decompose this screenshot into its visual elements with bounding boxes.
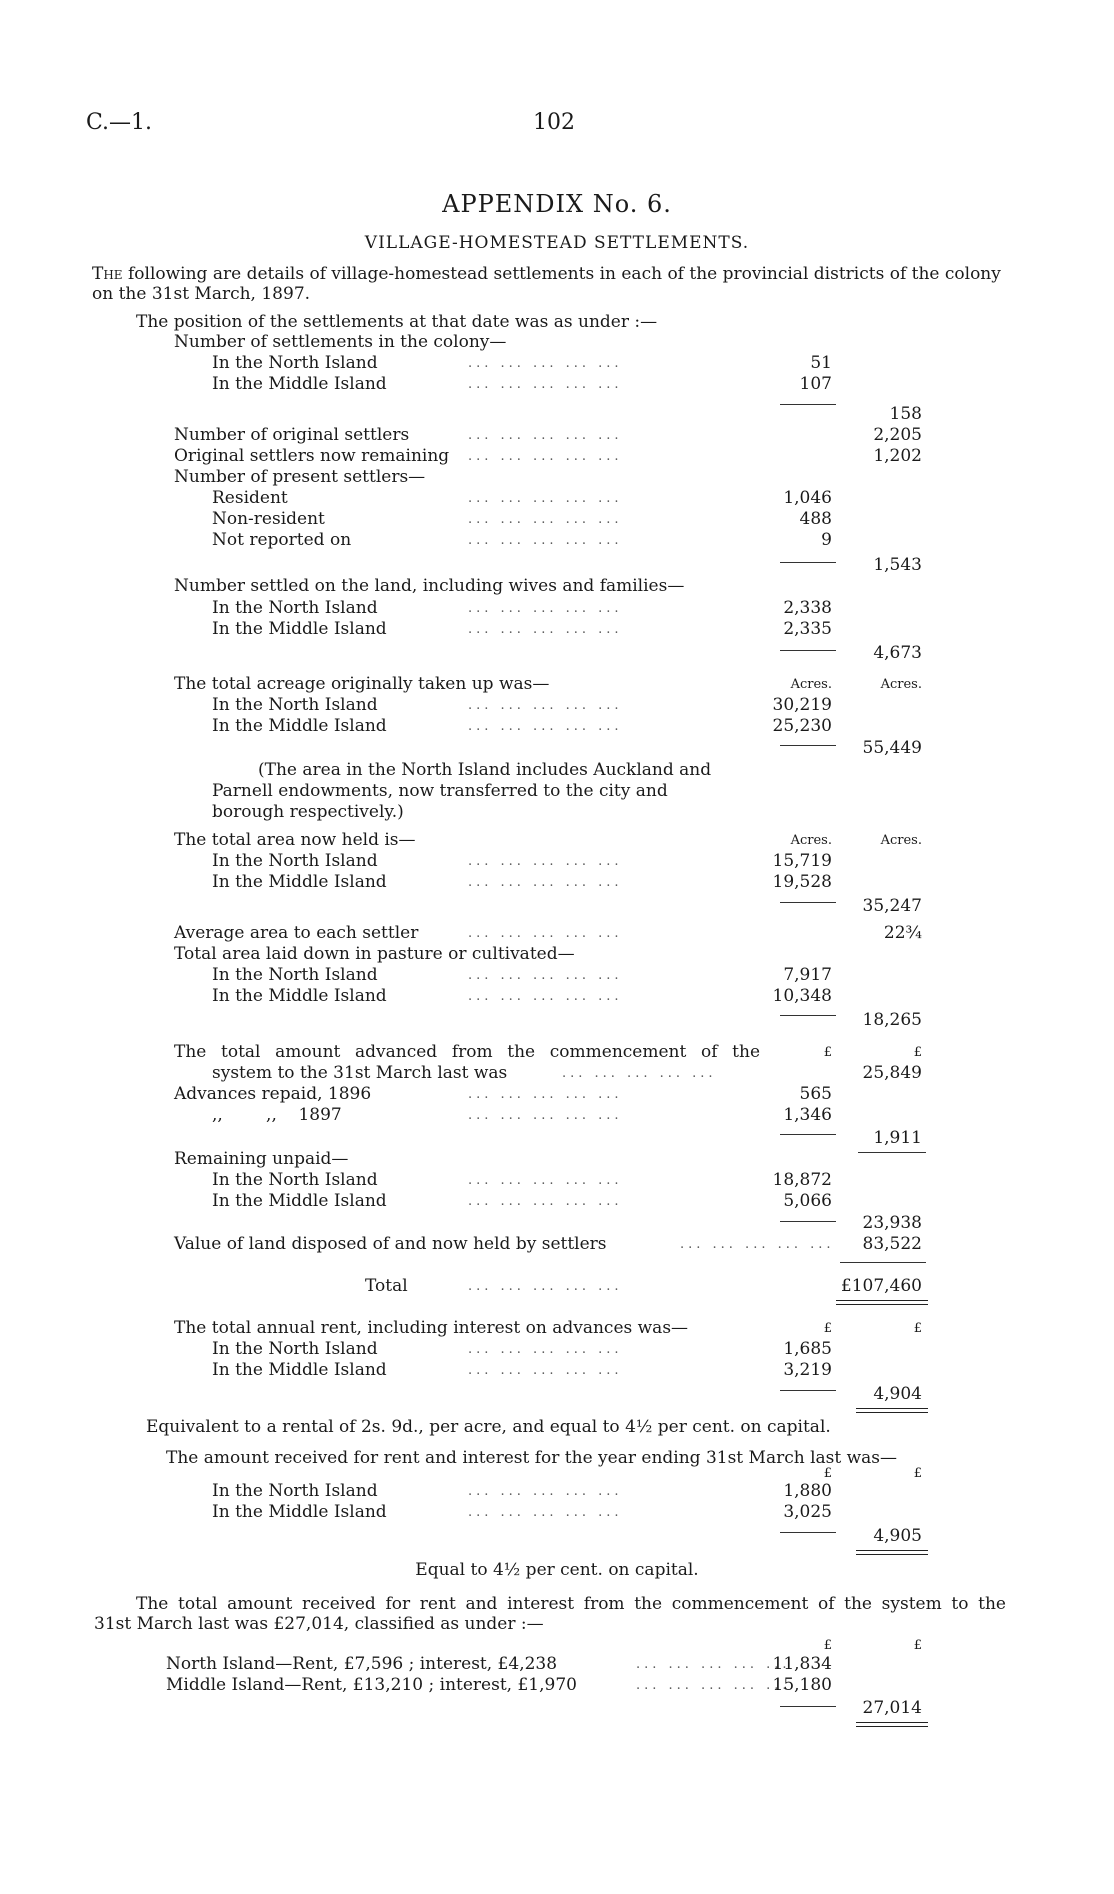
present-settlers-total-row bbox=[0, 555, 1114, 576]
row-heading: The total area now held is— bbox=[174, 830, 416, 850]
leader-dots: ... ... ... ... ... bbox=[468, 622, 623, 637]
row-label: Middle Island—Rent, £13,210 ; interest, £1,970 bbox=[166, 1675, 577, 1695]
leader-dots: ... ... ... ... ... bbox=[468, 449, 623, 464]
row-label: In the North Island bbox=[212, 353, 378, 373]
grand-total-row bbox=[0, 1276, 1114, 1297]
received-total-total-value: 27,014 bbox=[862, 1698, 922, 1718]
repaid-1897-value: 1,346 bbox=[783, 1105, 832, 1125]
intro-lead-word: The bbox=[92, 264, 123, 284]
notreported-row bbox=[0, 530, 1114, 551]
original-settlers-row bbox=[0, 425, 1114, 446]
row-label: Total bbox=[365, 1276, 408, 1296]
settled-total-row bbox=[0, 643, 1114, 664]
row-label: In the Middle Island bbox=[212, 374, 387, 394]
row-label: In the Middle Island bbox=[212, 872, 387, 892]
section-reference: C.—1. bbox=[86, 110, 153, 135]
received-year-middle-value: 3,025 bbox=[783, 1502, 832, 1522]
received-total-north-value: 11,834 bbox=[772, 1654, 832, 1674]
intro-text: following are details of village-homestead settlements in each of the provincial districts of the colony on the 31st March, 1897. bbox=[92, 264, 1001, 304]
grand-total-value: £107,460 bbox=[840, 1276, 922, 1296]
received-total-north-row bbox=[0, 1654, 1114, 1675]
unit-header: £ bbox=[913, 1321, 922, 1336]
area-held-north-row bbox=[0, 851, 1114, 872]
row-label: Not reported on bbox=[212, 530, 352, 550]
leader-dots: ... ... ... ... ... bbox=[468, 377, 623, 392]
leader-dots: ... ... ... ... ... bbox=[468, 719, 623, 734]
received-year-north-row bbox=[0, 1481, 1114, 1502]
row-heading: The total annual rent, including interest on advances was— bbox=[174, 1318, 689, 1338]
pasture-middle-value: 10,348 bbox=[772, 986, 832, 1006]
double-rule bbox=[836, 1300, 928, 1305]
row-label: In the Middle Island bbox=[212, 986, 387, 1006]
unpaid-heading-row bbox=[0, 1149, 1114, 1170]
repaid-1896-row bbox=[0, 1084, 1114, 1105]
row-label: In the North Island bbox=[212, 1170, 378, 1190]
row-heading: Number of present settlers— bbox=[174, 467, 426, 487]
leader-dots: ... ... ... ... ... bbox=[636, 1657, 791, 1672]
row-label: In the North Island bbox=[212, 851, 378, 871]
remaining-settlers-value: 1,202 bbox=[873, 446, 922, 466]
settled-north-row bbox=[0, 598, 1114, 619]
unit-header: £ bbox=[823, 1466, 832, 1481]
row-label: North Island—Rent, £7,596 ; interest, £4,238 bbox=[166, 1654, 558, 1674]
acreage-note-line3 bbox=[0, 802, 1114, 823]
position-intro: The position of the settlements at that date was as under :— bbox=[136, 312, 658, 332]
original-settlers-value: 2,205 bbox=[873, 425, 922, 445]
repaid-total-value: 1,911 bbox=[873, 1128, 922, 1148]
unit-header: £ bbox=[823, 1638, 832, 1653]
received-total-line1: The total amount received for rent and interest from the commencement of the system to the bbox=[136, 1594, 1006, 1614]
row-label: Non-resident bbox=[212, 509, 325, 529]
area-held-middle-row bbox=[0, 872, 1114, 893]
intro-paragraph bbox=[92, 264, 1022, 304]
pasture-north-value: 7,917 bbox=[783, 965, 832, 985]
unpaid-middle-row bbox=[0, 1191, 1114, 1212]
repaid-1896-value: 565 bbox=[799, 1084, 832, 1104]
advanced-line1-row bbox=[0, 1042, 1114, 1063]
received-year-north-value: 1,880 bbox=[783, 1481, 832, 1501]
leader-dots: ... ... ... ... ... bbox=[468, 989, 623, 1004]
present-settlers-total-value: 1,543 bbox=[873, 555, 922, 575]
annual-rent-north-value: 1,685 bbox=[783, 1339, 832, 1359]
note-text: (The area in the North Island includes Auckland and bbox=[258, 760, 712, 780]
land-value-value: 83,522 bbox=[862, 1234, 922, 1254]
row-label: Resident bbox=[212, 488, 288, 508]
advanced-line2-row bbox=[0, 1063, 1114, 1084]
row-label: Advances repaid, 1896 bbox=[174, 1084, 372, 1104]
annual-rent-north-row bbox=[0, 1339, 1114, 1360]
leader-dots: ... ... ... ... ... bbox=[562, 1066, 717, 1081]
double-rule bbox=[856, 1408, 928, 1413]
leader-dots: ... ... ... ... ... bbox=[468, 1342, 623, 1357]
acreage-north-row bbox=[0, 695, 1114, 716]
row-label: In the North Island bbox=[212, 965, 378, 985]
average-area-row bbox=[0, 923, 1114, 944]
note-text: borough respectively.) bbox=[212, 802, 404, 822]
leader-dots: ... ... ... ... ... bbox=[468, 875, 623, 890]
received-total-total-row bbox=[0, 1698, 1114, 1719]
settled-middle-row bbox=[0, 619, 1114, 640]
row-label: In the Middle Island bbox=[212, 619, 387, 639]
leader-dots: ... ... ... ... ... bbox=[468, 698, 623, 713]
leader-dots: ... ... ... ... ... bbox=[468, 512, 623, 527]
settlements-north-value: 51 bbox=[810, 353, 832, 373]
row-label: Average area to each settler bbox=[174, 923, 419, 943]
settlements-middle-value: 107 bbox=[799, 374, 832, 394]
received-year-total-value: 4,905 bbox=[873, 1526, 922, 1546]
row-label: In the North Island bbox=[212, 1481, 378, 1501]
area-held-total-value: 35,247 bbox=[862, 896, 922, 916]
received-year-units-row bbox=[0, 1466, 1114, 1482]
acreage-note-line2 bbox=[0, 781, 1114, 802]
unpaid-middle-value: 5,066 bbox=[783, 1191, 832, 1211]
page-number: 102 bbox=[533, 110, 575, 135]
appendix-title: APPENDIX No. 6. bbox=[442, 190, 672, 218]
appendix-subtitle: VILLAGE-HOMESTEAD SETTLEMENTS. bbox=[364, 233, 750, 253]
unit-header: Acres. bbox=[880, 677, 922, 692]
acreage-middle-value: 25,230 bbox=[772, 716, 832, 736]
acreage-total-value: 55,449 bbox=[862, 738, 922, 758]
equivalent-note: Equivalent to a rental of 2s. 9d., per acre, and equal to 4½ per cent. on capital. bbox=[146, 1417, 831, 1437]
received-total-middle-row bbox=[0, 1675, 1114, 1696]
resident-row bbox=[0, 488, 1114, 509]
received-total-middle-value: 15,180 bbox=[772, 1675, 832, 1695]
row-label: In the North Island bbox=[212, 1339, 378, 1359]
equal-note: Equal to 4½ per cent. on capital. bbox=[415, 1560, 699, 1580]
pasture-heading-row bbox=[0, 944, 1114, 965]
row-label: Original settlers now remaining bbox=[174, 446, 450, 466]
settlements-middle-row bbox=[0, 374, 1114, 395]
repaid-total-row bbox=[0, 1128, 1114, 1149]
present-settlers-heading-row bbox=[0, 467, 1114, 488]
notreported-value: 9 bbox=[821, 530, 832, 550]
settled-total-value: 4,673 bbox=[873, 643, 922, 663]
acreage-heading-row bbox=[0, 674, 1114, 695]
leader-dots: ... ... ... ... ... bbox=[468, 533, 623, 548]
settlements-heading: Number of settlements in the colony— bbox=[174, 332, 507, 352]
acreage-middle-row bbox=[0, 716, 1114, 737]
row-label: Number of original settlers bbox=[174, 425, 410, 445]
total-rule bbox=[840, 1262, 926, 1263]
double-rule bbox=[856, 1722, 928, 1727]
settlements-total-row bbox=[0, 404, 1114, 425]
unit-header: Acres. bbox=[790, 677, 832, 692]
settlements-total-value: 158 bbox=[889, 404, 922, 424]
settlements-heading-row bbox=[0, 332, 1114, 353]
pasture-north-row bbox=[0, 965, 1114, 986]
resident-value: 1,046 bbox=[783, 488, 832, 508]
note-text: Parnell endowments, now transferred to the city and bbox=[212, 781, 668, 801]
settled-heading-row bbox=[0, 576, 1114, 597]
nonresident-row bbox=[0, 509, 1114, 530]
leader-dots: ... ... ... ... ... bbox=[468, 1173, 623, 1188]
unit-header: Acres. bbox=[880, 833, 922, 848]
advanced-value: 25,849 bbox=[862, 1063, 922, 1083]
unpaid-total-row bbox=[0, 1213, 1114, 1234]
received-total-paragraph bbox=[94, 1594, 1006, 1634]
pasture-middle-row bbox=[0, 986, 1114, 1007]
unpaid-total-value: 23,938 bbox=[862, 1213, 922, 1233]
annual-rent-middle-row bbox=[0, 1360, 1114, 1381]
leader-dots: ... ... ... ... ... bbox=[468, 491, 623, 506]
area-held-total-row bbox=[0, 896, 1114, 917]
leader-dots: ... ... ... ... ... bbox=[468, 926, 623, 941]
unit-header: Acres. bbox=[790, 833, 832, 848]
unit-header: £ bbox=[913, 1466, 922, 1481]
acreage-total-row bbox=[0, 738, 1114, 759]
row-label: Value of land disposed of and now held by settlers bbox=[174, 1234, 607, 1254]
area-held-middle-value: 19,528 bbox=[772, 872, 832, 892]
unit-header: £ bbox=[913, 1638, 922, 1653]
row-label: ,, ,, 1897 bbox=[212, 1105, 342, 1125]
row-label: In the Middle Island bbox=[212, 1191, 387, 1211]
row-heading: Total area laid down in pasture or cultivated— bbox=[174, 944, 575, 964]
leader-dots: ... ... ... ... ... bbox=[468, 1279, 623, 1294]
unit-header: £ bbox=[823, 1045, 832, 1060]
unpaid-north-value: 18,872 bbox=[772, 1170, 832, 1190]
acreage-north-value: 30,219 bbox=[772, 695, 832, 715]
leader-dots: ... ... ... ... ... bbox=[468, 1484, 623, 1499]
unpaid-north-row bbox=[0, 1170, 1114, 1191]
settled-north-value: 2,338 bbox=[783, 598, 832, 618]
leader-dots: ... ... ... ... ... bbox=[468, 1087, 623, 1102]
leader-dots: ... ... ... ... ... bbox=[636, 1678, 791, 1693]
leader-dots: ... ... ... ... ... bbox=[468, 356, 623, 371]
leader-dots: ... ... ... ... ... bbox=[468, 1363, 623, 1378]
leader-dots: ... ... ... ... ... bbox=[468, 854, 623, 869]
row-label: In the North Island bbox=[212, 598, 378, 618]
row-heading: Number settled on the land, including wives and families— bbox=[174, 576, 685, 596]
area-held-heading-row bbox=[0, 830, 1114, 851]
double-rule bbox=[856, 1550, 928, 1555]
area-held-north-value: 15,719 bbox=[772, 851, 832, 871]
leader-dots: ... ... ... ... ... bbox=[468, 968, 623, 983]
annual-rent-total-row bbox=[0, 1384, 1114, 1405]
remaining-settlers-row bbox=[0, 446, 1114, 467]
annual-rent-total-value: 4,904 bbox=[873, 1384, 922, 1404]
row-heading: The amount received for rent and interest for the year ending 31st March last was— bbox=[166, 1448, 898, 1468]
row-heading: Remaining unpaid— bbox=[174, 1149, 349, 1169]
row-label: system to the 31st March last was bbox=[212, 1063, 508, 1083]
row-label: In the Middle Island bbox=[212, 1360, 387, 1380]
row-heading: The total amount advanced from the commencement of the bbox=[174, 1042, 760, 1062]
land-value-row bbox=[0, 1234, 1114, 1255]
received-year-total-row bbox=[0, 1526, 1114, 1547]
row-label: In the Middle Island bbox=[212, 716, 387, 736]
pasture-total-row bbox=[0, 1010, 1114, 1031]
leader-dots: ... ... ... ... ... bbox=[468, 1505, 623, 1520]
annual-rent-heading-row bbox=[0, 1318, 1114, 1339]
leader-dots: ... ... ... ... ... bbox=[468, 601, 623, 616]
row-label: In the Middle Island bbox=[212, 1502, 387, 1522]
settled-middle-value: 2,335 bbox=[783, 619, 832, 639]
settlements-north-row bbox=[0, 353, 1114, 374]
leader-dots: ... ... ... ... ... bbox=[468, 1108, 623, 1123]
repaid-1897-row bbox=[0, 1105, 1114, 1126]
leader-dots: ... ... ... ... ... bbox=[468, 428, 623, 443]
row-label: In the North Island bbox=[212, 695, 378, 715]
received-total-units-row bbox=[0, 1638, 1114, 1654]
pasture-total-value: 18,265 bbox=[862, 1010, 922, 1030]
annual-rent-middle-value: 3,219 bbox=[783, 1360, 832, 1380]
leader-dots: ... ... ... ... ... bbox=[468, 1194, 623, 1209]
average-area-value: 22¾ bbox=[883, 923, 922, 943]
row-heading: The total acreage originally taken up was— bbox=[174, 674, 550, 694]
nonresident-value: 488 bbox=[799, 509, 832, 529]
unit-header: £ bbox=[913, 1045, 922, 1060]
received-total-line2: 31st March last was £27,014, classified as under :— bbox=[94, 1614, 544, 1634]
received-year-middle-row bbox=[0, 1502, 1114, 1523]
acreage-note-line1 bbox=[0, 760, 1114, 781]
leader-dots: ... ... ... ... ... bbox=[680, 1237, 835, 1252]
unit-header: £ bbox=[823, 1321, 832, 1336]
